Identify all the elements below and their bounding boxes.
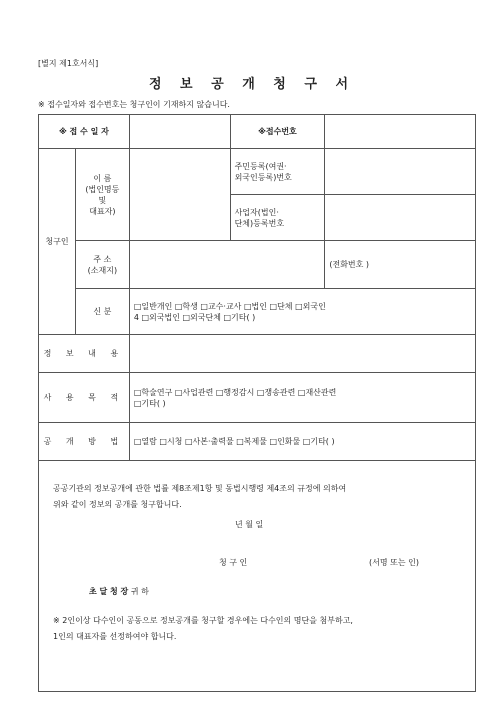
notice-text: ※ 접수일자와 접수번호는 청구인이 기재하지 않습니다.: [38, 100, 230, 109]
purpose-label: 사 용 목 적: [39, 373, 130, 423]
declaration-date[interactable]: 년 월 일: [235, 520, 264, 529]
receipt-date-field[interactable]: [129, 115, 230, 149]
receipt-number-label: ※접수번호: [230, 115, 325, 149]
info-content-field[interactable]: [129, 335, 475, 373]
declaration-text-line1: 공공기관의 정보공개에 관한 법률 제8조제1항 및 동법시행령 제4조의 규정에 의하여: [53, 484, 347, 493]
status-options-line2[interactable]: 4 □외국법인 □외국단체 □기타( ): [133, 312, 256, 322]
recipient-title: 초 달 청 장: [89, 587, 129, 596]
address-label-line2: (소재지): [87, 265, 118, 275]
signature-field[interactable]: (서명 또는 인): [369, 558, 419, 567]
purpose-options-line1[interactable]: □학술연구 □사업관련 □행정감시 □쟁송관련 □재산관련: [133, 387, 337, 397]
status-label: 신 분: [75, 289, 129, 335]
rrn-field[interactable]: [325, 149, 476, 195]
purpose-options-line2[interactable]: □기타( ): [133, 398, 166, 408]
biz-number-field[interactable]: [325, 195, 476, 241]
declaration-section: [39, 461, 476, 692]
name-label-line4: 대표자): [89, 206, 116, 216]
footnote-line2: 1인의 대표자를 선정하여야 합니다.: [53, 632, 177, 641]
name-label-line2: (법인명등: [85, 184, 120, 194]
declaration-text: [53, 481, 463, 513]
footnote-line1: ※ 2인이상 다수인이 공동으로 정보공개를 청구할 경우에는 다수인의 명단을 첨부하고,: [53, 616, 353, 625]
receipt-date-label: ※ 접 수 일 자: [39, 115, 130, 149]
name-field[interactable]: [129, 149, 230, 241]
rrn-label-line2: 외국인등록)번호: [234, 172, 292, 182]
declaration-text-line2: 위와 같이 정보의 공개를 청구합니다.: [53, 500, 182, 509]
method-label: 공 개 방 법: [39, 423, 130, 461]
purpose-options[interactable]: [129, 373, 475, 423]
biz-label-line2: 단체)등록번호: [234, 218, 285, 228]
status-options-line1[interactable]: □일반개인 □학생 □교수·교사 □법인 □단체 □외국인: [133, 301, 326, 311]
address-label: [75, 241, 129, 289]
address-field[interactable]: [129, 241, 325, 289]
phone-field[interactable]: (전화번호 ): [325, 241, 476, 289]
request-form-table: [38, 114, 476, 692]
requester-sign-label: 청 구 인: [219, 558, 248, 567]
biz-label-line1: 사업자(법인·: [234, 207, 279, 217]
biz-number-label: [230, 195, 325, 241]
page-title: 정 보 공 개 청 구 서: [148, 77, 356, 92]
rrn-label-line1: 주민등록(여권·: [234, 161, 287, 171]
method-options[interactable]: □열람 □시청 □사본·출력물 □복제물 □인화물 □기타( ): [129, 423, 475, 461]
requester-group-label: 청구인: [39, 149, 76, 335]
info-content-label: 정 보 내 용: [39, 335, 130, 373]
form-number: [별지 제1호서식]: [38, 59, 99, 68]
address-label-line1: 주 소: [93, 254, 112, 264]
name-label-line3: 및: [98, 195, 107, 205]
rrn-label: [230, 149, 325, 195]
name-label: [75, 149, 129, 241]
receipt-number-field[interactable]: [325, 115, 476, 149]
recipient-suffix: 귀 하: [130, 587, 149, 596]
recipient: [89, 586, 149, 597]
footnote: [53, 613, 469, 645]
status-options[interactable]: [129, 289, 475, 335]
name-label-line1: 이 름: [93, 173, 112, 183]
